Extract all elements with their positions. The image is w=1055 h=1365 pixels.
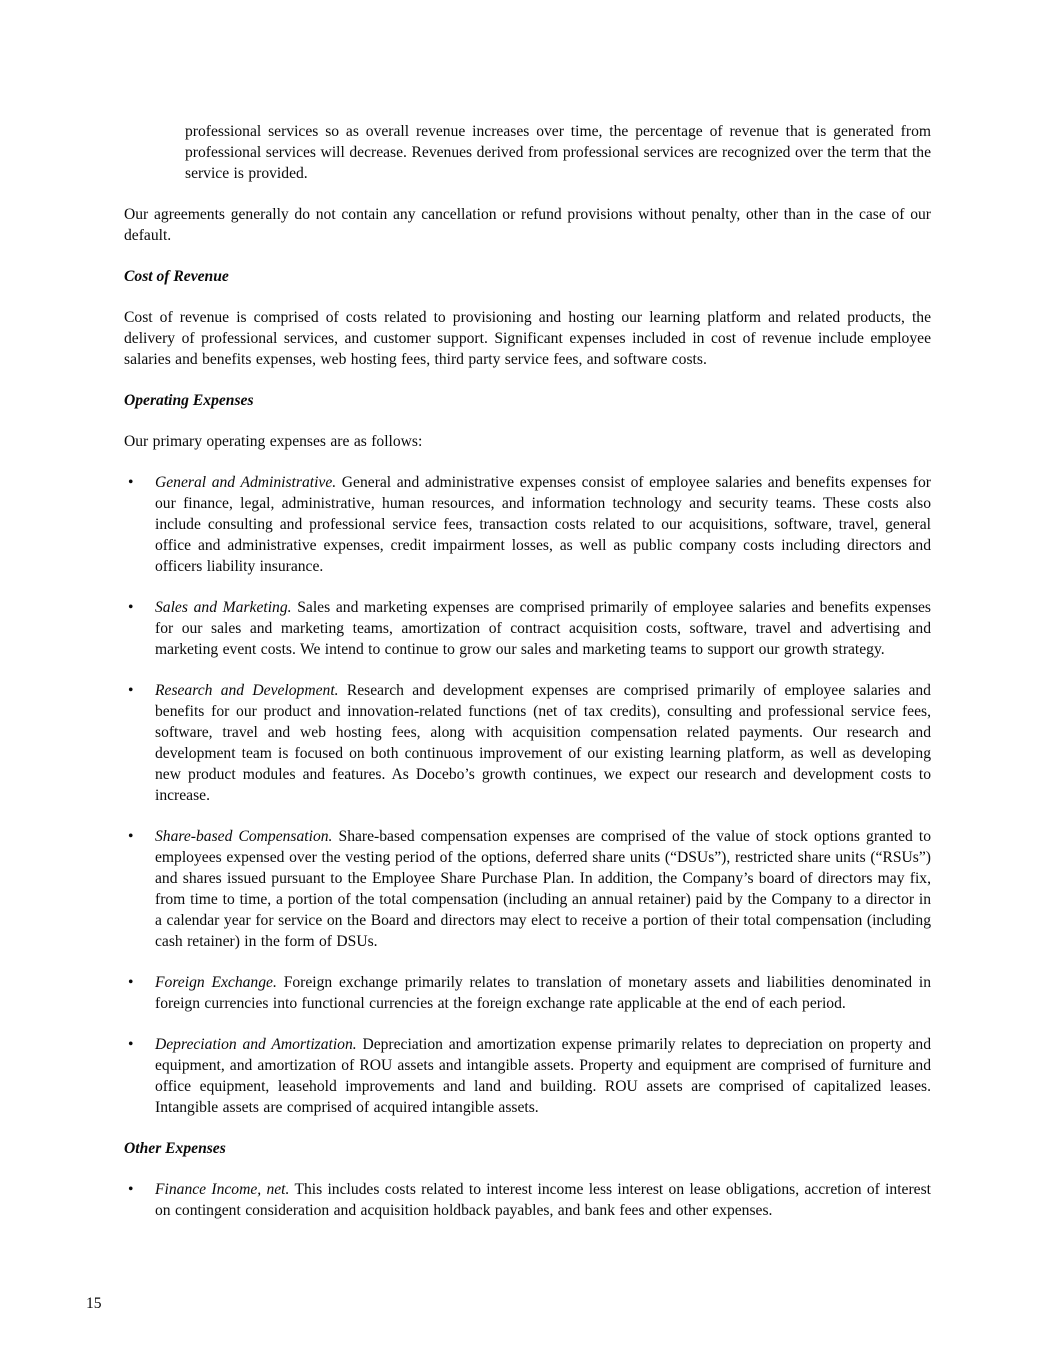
- bullet-text: Sales and marketing expenses are comprised primarily of employee salaries and benefits expenses for our sales and marketing teams, amortization of contract acquisition costs, software, travel and advertising and marketing event costs. We intend to continue to grow our sales and marketing teams to support our growth strategy.: [155, 599, 932, 658]
- document-content: [124, 121, 931, 1241]
- bullet-text: This includes costs related to interest income less interest on lease obligations, accretion of interest on contingent consideration and acquisition holdback payables, and bank fees and other expenses.: [155, 1181, 931, 1219]
- bullet-body: [155, 680, 931, 806]
- bullet-lead: Foreign Exchange.: [155, 974, 277, 991]
- bullet-icon: •: [128, 974, 134, 991]
- bullet-sales-and-marketing: [124, 597, 931, 660]
- bullet-foreign-exchange: [124, 972, 931, 1014]
- bullet-icon: •: [128, 1181, 134, 1198]
- paragraph-agreements: Our agreements generally do not contain any cancellation or refund provisions without penalty, other than in the case of our default.: [124, 206, 931, 244]
- bullet-body: [155, 597, 931, 660]
- bullet-text: Research and development expenses are comprised primarily of employee salaries and benefits for our product and innovation-related functions (net of tax credits), consulting and professional service fees, software, travel and web hosting fees, along with acquisition compensation related payments. Our research and development team is focused on both continuous improvement of our existing learning platform, as well as developing new product modules and features. As Docebo’s growth continues, we expect our research and development costs to increase.: [155, 682, 931, 804]
- bullet-text: Foreign exchange primarily relates to translation of monetary assets and liabilities denominated in foreign currencies into functional currencies at the foreign exchange rate applicable at the end of each period.: [155, 974, 931, 1012]
- bullet-icon: •: [128, 682, 134, 699]
- bullet-text: General and administrative expenses consist of employee salaries and benefits expenses for our finance, legal, administrative, human resources, and information technology and security teams. These costs also include consulting and professional service fees, transaction costs related to our acquisitions, software, travel, general office and administrative expenses, credit impairment losses, as well as public company costs including directors and officers liability insurance.: [155, 474, 931, 575]
- bullet-depreciation-and-amortization: [124, 1034, 931, 1118]
- heading-operating-expenses: Operating Expenses: [124, 392, 254, 409]
- bullet-body: [155, 1034, 931, 1118]
- bullet-share-based-compensation: [124, 826, 931, 952]
- bullet-lead: Finance Income, net.: [155, 1181, 290, 1198]
- paragraph-operating-expenses-intro: Our primary operating expenses are as follows:: [124, 433, 423, 450]
- bullet-icon: •: [128, 1036, 134, 1053]
- bullet-body: [155, 472, 931, 577]
- heading-other-expenses: Other Expenses: [124, 1140, 226, 1157]
- bullet-text: Share-based compensation expenses are comprised of the value of stock options granted to employees expensed over the vesting period of the options, deferred share units (“DSUs”), restricted share units (“RSUs”) and shares issued pursuant to the Employee Share Purchase Plan. In addition, the Company’s board of directors may fix, from time to time, a portion of the total compensation (including an annual retainer) paid by the Company to a director in a calendar year for service on the Board and directors may elect to receive a portion of their total compensation (including cash retainer) in the form of DSUs.: [155, 828, 931, 950]
- bullet-general-and-administrative: [124, 472, 931, 577]
- heading-cost-of-revenue: Cost of Revenue: [124, 268, 229, 285]
- paragraph-cost-of-revenue: Cost of revenue is comprised of costs related to provisioning and hosting our learning platform and related products, the delivery of professional services, and customer support. Significant expenses included in cost of revenue include employee salaries and benefits expenses, web hosting fees, third party service fees, and software costs.: [124, 309, 931, 368]
- bullet-lead: Depreciation and Amortization.: [155, 1036, 357, 1053]
- bullet-body: [155, 1179, 931, 1221]
- bullet-icon: •: [128, 599, 134, 616]
- bullet-icon: •: [128, 828, 134, 845]
- bullet-lead: Sales and Marketing.: [155, 599, 292, 616]
- bullet-finance-income-net: [124, 1179, 931, 1221]
- paragraph-continuation: professional services so as overall revenue increases over time, the percentage of revenue that is generated from professional services will decrease. Revenues derived from professional services are recognized over the term that the service is provided.: [185, 123, 931, 182]
- bullet-text: Depreciation and amortization expense primarily relates to depreciation on property and equipment, and amortization of ROU assets and intangible assets. Property and equipment are comprised of furniture and office equipment, leasehold improvements and land and building. ROU assets are comprised of capitalized leases. Intangible assets are comprised of acquired intangible assets.: [155, 1036, 931, 1116]
- bullet-research-and-development: [124, 680, 931, 806]
- bullet-lead: Research and Development.: [155, 682, 339, 699]
- bullet-lead: General and Administrative.: [155, 474, 337, 491]
- bullet-body: [155, 972, 931, 1014]
- bullet-lead: Share-based Compensation.: [155, 828, 333, 845]
- page-number: 15: [86, 1295, 102, 1312]
- bullet-icon: •: [128, 474, 134, 491]
- bullet-body: [155, 826, 931, 952]
